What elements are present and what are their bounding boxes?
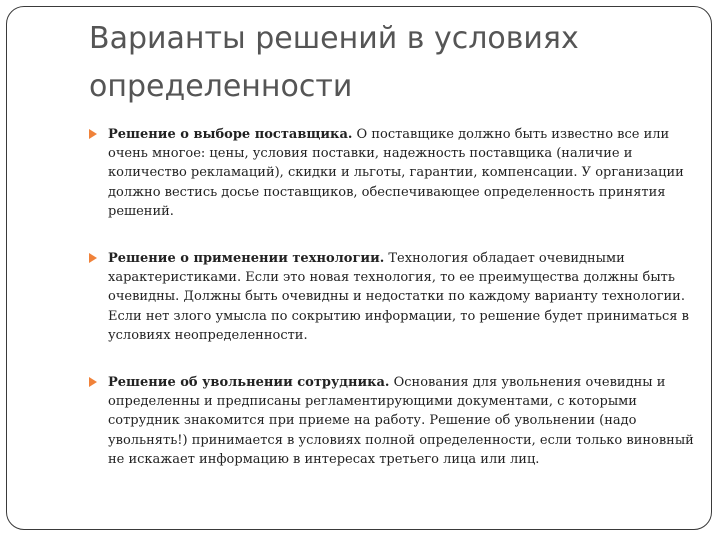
bullet-heading: Решение о применении технологии. xyxy=(108,251,385,267)
slide-frame xyxy=(6,6,712,530)
bullet-heading: Решение об увольнении сотрудника. xyxy=(108,375,390,391)
triangle-bullet-icon xyxy=(89,253,97,263)
bullet-item-dismissal xyxy=(89,373,699,469)
bullet-text: Технология обладает очевидными характеристиками. Если это новая технология, то ее преимущества должны быть очевидны. Должны быть очевидны и недостатки по каждому варианту технологии. Если нет злого умысла по сокрытию информации, то решение будет приниматься в условиях неопределенности. xyxy=(108,251,689,343)
bullet-text: Основания для увольнения очевидны и определенны и предписаны регламентирующими документами, с которыми сотрудник знакомится при приеме на работу. Решение об увольнении (надо увольнять!) принимается в условиях полной определенности, если только виновный не искажает информацию в интересах третьего лица или лиц. xyxy=(108,375,694,467)
bullet-heading: Решение о выборе поставщика. xyxy=(108,127,353,142)
bullet-text: О поставщике должно быть известно все или очень многое: цены, условия поставки, надежность поставщика (наличие и количество рекламаций), скидки и льготы, гарантии, компенсации. У организации должно вестись досье поставщиков, обеспечивающее определенность принятия решений. xyxy=(108,127,684,219)
triangle-bullet-icon xyxy=(89,377,97,387)
bullet-item-supplier xyxy=(89,125,699,221)
slide-title: Варианты решений в условиях определенности xyxy=(89,21,579,104)
bullet-item-technology xyxy=(89,249,699,345)
triangle-bullet-icon xyxy=(89,129,97,139)
bullet-list xyxy=(89,125,699,497)
